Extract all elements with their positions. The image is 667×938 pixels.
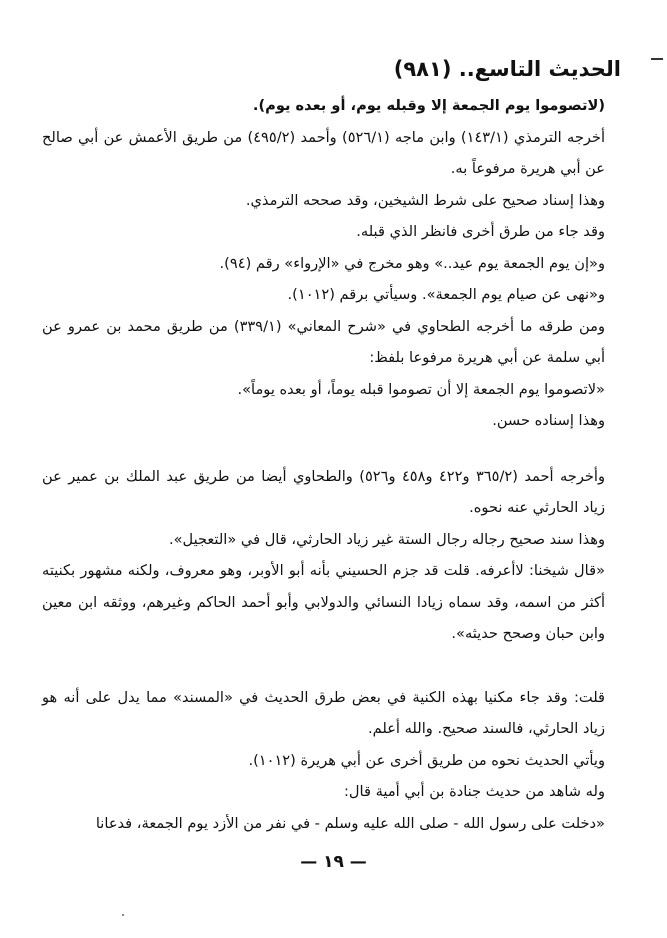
section-gap [42, 650, 621, 682]
paragraph: ويأتي الحديث نحوه من طريق أخرى عن أبي هريرة (١٠١٢). [248, 751, 605, 769]
paragraph: وهذا سند صحيح رجاله رجال الستة غير زياد الحارثي، قال في «التعجيل». [168, 530, 605, 548]
paragraph: وهذا إسناد صحيح على شرط الشيخين، وقد صححه الترمذي. [245, 191, 605, 209]
hadith-text: (لاتصوموا يوم الجمعة إلا وقبله يوم، أو بعده يوم). [252, 97, 605, 114]
paragraph: وهذا إسناده حسن. [492, 412, 605, 429]
paragraph: و«نهى عن صيام يوم الجمعة». وسيأتي برقم (١٠١٢). [287, 286, 605, 303]
paragraph: وأخرجه أحمد (٣٦٥/٢ و٤٢٢ و٤٥٨ و٥٢٦) والطحاوي أيضا من طريق عبد الملك بن عمير عن زياد الحارثي عنه نحوه. [42, 467, 605, 516]
quoted-text: «دخلت على رسول الله - صلى الله عليه وسلم - في نفر من الأزد يوم الجمعة، فدعانا [95, 814, 605, 832]
paragraph: أخرجه الترمذي (١٤٣/١) وابن ماجه (٥٢٦/١) وأحمد (٤٩٥/٢) من طريق الأعمش عن أبي صالح عن أبي هريرة مرفوعاً به. [42, 128, 605, 177]
paragraph: و«إن يوم الجمعة يوم عيد..» وهو مخرج في «الإرواء» رقم (٩٤). [219, 254, 605, 272]
edge-mark [651, 58, 663, 60]
quoted-text: «لاتصوموا يوم الجمعة إلا أن تصوموا قبله يوماً، أو بعده يوماً». [237, 380, 605, 398]
scan-speck [122, 914, 124, 916]
hadith-heading: الحديث التاسع.. (٩٨١) [393, 57, 621, 81]
quoted-text: «قال شيخنا: لاأعرفه. قلت قد جزم الحسيني بأنه أبو الأوبر، وهو معروف، ولكنه مشهور بكنيته أكثر من اسمه، وقد سماه زيادا النسائي والدولابي وأبو أحمد الحاكم وغيرهم، ووثقه ابن معين وابن حبان وصحح حديثه». [42, 562, 605, 642]
section-gap [42, 437, 621, 461]
paragraph: قلت: وقد جاء مكنيا بهذه الكنية في بعض طرق الحديث في «المسند» مما يدل على أنه هو زياد الحارثي، فالسند صحيح. والله أعلم. [42, 688, 605, 737]
paragraph: وقد جاء من طرق أخرى فانظر الذي قبله. [356, 223, 605, 240]
page-body [42, 52, 621, 839]
page-number: — ١٩ — [300, 852, 367, 872]
paragraph: ومن طرقه ما أخرجه الطحاوي في «شرح المعاني» (٣٣٩/١) من طريق محمد بن عمرو عن أبي سلمة عن أبي هريرة مرفوعا بلفظ: [42, 317, 605, 366]
paragraph: وله شاهد من حديث جنادة بن أبي أمية قال: [344, 783, 605, 800]
